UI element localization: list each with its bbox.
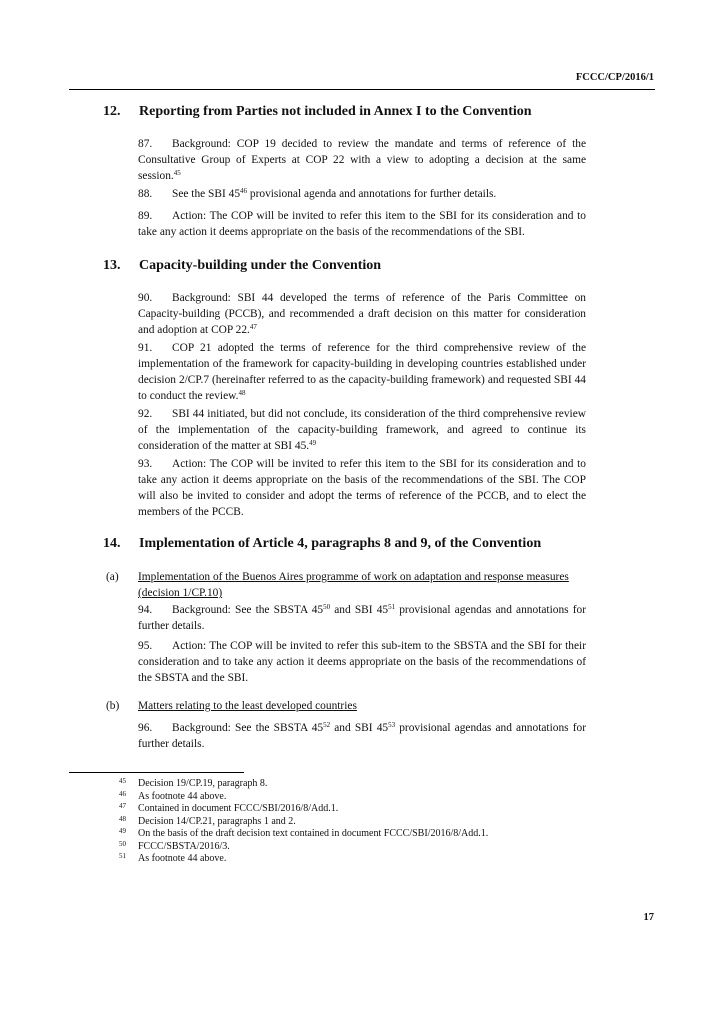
footnote-separator — [69, 772, 244, 773]
paragraph-number: 89. — [138, 210, 153, 222]
footnote-ref[interactable]: 45 — [173, 169, 181, 177]
document-symbol: FCCC/CP/2016/1 — [575, 72, 654, 83]
paragraph-text: SBI 44 initiated, but did not conclude, its consideration of the third comprehensive review of the implementation of the capacity-building framework, and agreed to continue its consideration of the matter at SBI 45. — [138, 408, 586, 452]
paragraph-number: 90. — [138, 292, 153, 304]
footnote-ref[interactable]: 48 — [238, 389, 246, 397]
section-heading-13 — [103, 258, 381, 274]
footnotes — [119, 778, 488, 866]
footnote-text: On the basis of the draft decision text contained in document FCCC/SBI/2016/8/Add.1. — [138, 828, 489, 839]
section-number: 12. — [103, 104, 121, 119]
footnote-text: As footnote 44 above. — [138, 853, 227, 864]
footnote-text: FCCC/SBSTA/2016/3. — [138, 840, 230, 852]
paragraph-number: 96. — [138, 722, 153, 734]
paragraph-number: 92. — [138, 408, 153, 420]
footnote-ref[interactable]: 47 — [249, 323, 257, 331]
paragraph-94 — [138, 602, 586, 634]
section-heading-14 — [103, 536, 541, 552]
paragraph-number: 87. — [138, 138, 153, 150]
footnote-49: 49 On the basis of the draft decision text contained in document FCCC/SBI/2016/8/Add.1. — [119, 827, 489, 839]
paragraph-96 — [138, 720, 586, 752]
section-heading-12 — [103, 104, 532, 120]
paragraph-number: 91. — [138, 342, 153, 354]
footnote-text: As footnote 44 above. — [138, 790, 227, 802]
paragraph-text: See the SBI 45 — [172, 188, 241, 200]
paragraph-92 — [138, 406, 586, 454]
paragraph-text: and SBI 45 — [330, 604, 389, 616]
paragraph-text: provisional agendas and annotations for further details. — [138, 722, 586, 750]
footnote-50: 50 FCCC/SBSTA/2016/3. — [119, 839, 230, 852]
section-number: 14. — [103, 536, 121, 551]
paragraph-text: Action: The COP will be invited to refer this item to the SBI for its consideration and to take any action it deems appropriate on the basis of the recommendations of the SBI. The COP will also be invited to consider and adopt the terms of reference of the PCCB, and to elect the members of the PCCB. — [138, 458, 586, 518]
subsection-title-b: Matters relating to the least developed countries — [138, 700, 357, 712]
footnote-45: 45 Decision 19/CP.19, paragraph 8. — [119, 777, 268, 789]
footnote-ref[interactable]: 49 — [309, 439, 317, 447]
footnote-ref[interactable]: 46 — [240, 187, 248, 195]
subsection-title-a: Implementation of the Buenos Aires programme of work on adaptation and response measures (decision 1/CP.10) — [138, 571, 569, 599]
subsection-label-a: (a) — [106, 571, 119, 583]
paragraph-90 — [138, 290, 586, 338]
paragraph-88 — [138, 186, 586, 202]
paragraph-number: 94. — [138, 604, 153, 616]
subsection-label-b: (b) — [106, 700, 120, 712]
paragraph-text: Background: See the SBSTA 45 — [172, 604, 324, 616]
footnote-text: Decision 19/CP.19, paragraph 8. — [138, 778, 268, 789]
footnote-48: 48 Decision 14/CP.21, paragraphs 1 and 2. — [119, 814, 296, 827]
footnote-ref[interactable]: 50 — [323, 603, 331, 611]
footnote-47: 47 Contained in document FCCC/SBI/2016/8/Add.1. — [119, 802, 339, 814]
header-rule — [69, 89, 655, 90]
paragraph-93 — [138, 456, 586, 520]
page-number: 17 — [643, 912, 654, 923]
paragraph-text: provisional agenda and annotations for further details. — [247, 188, 497, 200]
paragraph-text: Background: SBI 44 developed the terms of reference of the Paris Committee on Capacity-building (PCCB), and recommended a draft decision on this matter for consideration and adoption at COP 22. — [138, 292, 586, 336]
section-title: Capacity-building under the Convention — [139, 258, 382, 273]
section-title: Reporting from Parties not included in Annex I to the Convention — [139, 104, 532, 119]
footnote-51: 51 As footnote 44 above. — [119, 852, 227, 864]
paragraph-text: provisional agendas and annotations for further details. — [138, 604, 586, 632]
paragraph-number: 95. — [138, 640, 153, 652]
section-number: 13. — [103, 258, 121, 273]
footnote-ref[interactable]: 52 — [323, 721, 331, 729]
paragraph-text: Background: See the SBSTA 45 — [172, 722, 324, 734]
paragraph-text: and SBI 45 — [330, 722, 389, 734]
paragraph-text: COP 21 adopted the terms of reference for the third comprehensive review of the implementation of the framework for capacity-building in developing countries established under decision 2/CP.7 (hereinafter referred to as the capacity-building framework) and requested SBI 44 to conduct the review. — [138, 342, 586, 402]
paragraph-text: Action: The COP will be invited to refer this sub-item to the SBSTA and the SBI for their consideration and to take any action it deems appropriate on the basis of the recommendations of the SBSTA and the SBI. — [138, 640, 586, 684]
paragraph-95 — [138, 638, 586, 686]
footnote-46: 46 As footnote 44 above. — [119, 789, 227, 802]
footnote-text: Contained in document FCCC/SBI/2016/8/Add.1. — [138, 803, 339, 814]
section-title: Implementation of Article 4, paragraphs 8 and 9, of the Convention — [139, 536, 542, 551]
paragraph-number: 88. — [138, 188, 153, 200]
paragraph-87 — [138, 136, 586, 184]
paragraph-text: Background: COP 19 decided to review the mandate and terms of reference of the Consultative Group of Experts at COP 22 with a view to adopting a decision at the same session. — [138, 138, 586, 182]
paragraph-89 — [138, 208, 586, 240]
paragraph-91 — [138, 340, 586, 404]
footnote-ref[interactable]: 51 — [388, 603, 396, 611]
paragraph-number: 93. — [138, 458, 153, 470]
footnote-ref[interactable]: 53 — [388, 721, 396, 729]
paragraph-text: Action: The COP will be invited to refer this item to the SBI for its consideration and to take any action it deems appropriate on the basis of the recommendations of the SBI. — [138, 210, 586, 238]
footnote-text: Decision 14/CP.21, paragraphs 1 and 2. — [138, 815, 296, 827]
